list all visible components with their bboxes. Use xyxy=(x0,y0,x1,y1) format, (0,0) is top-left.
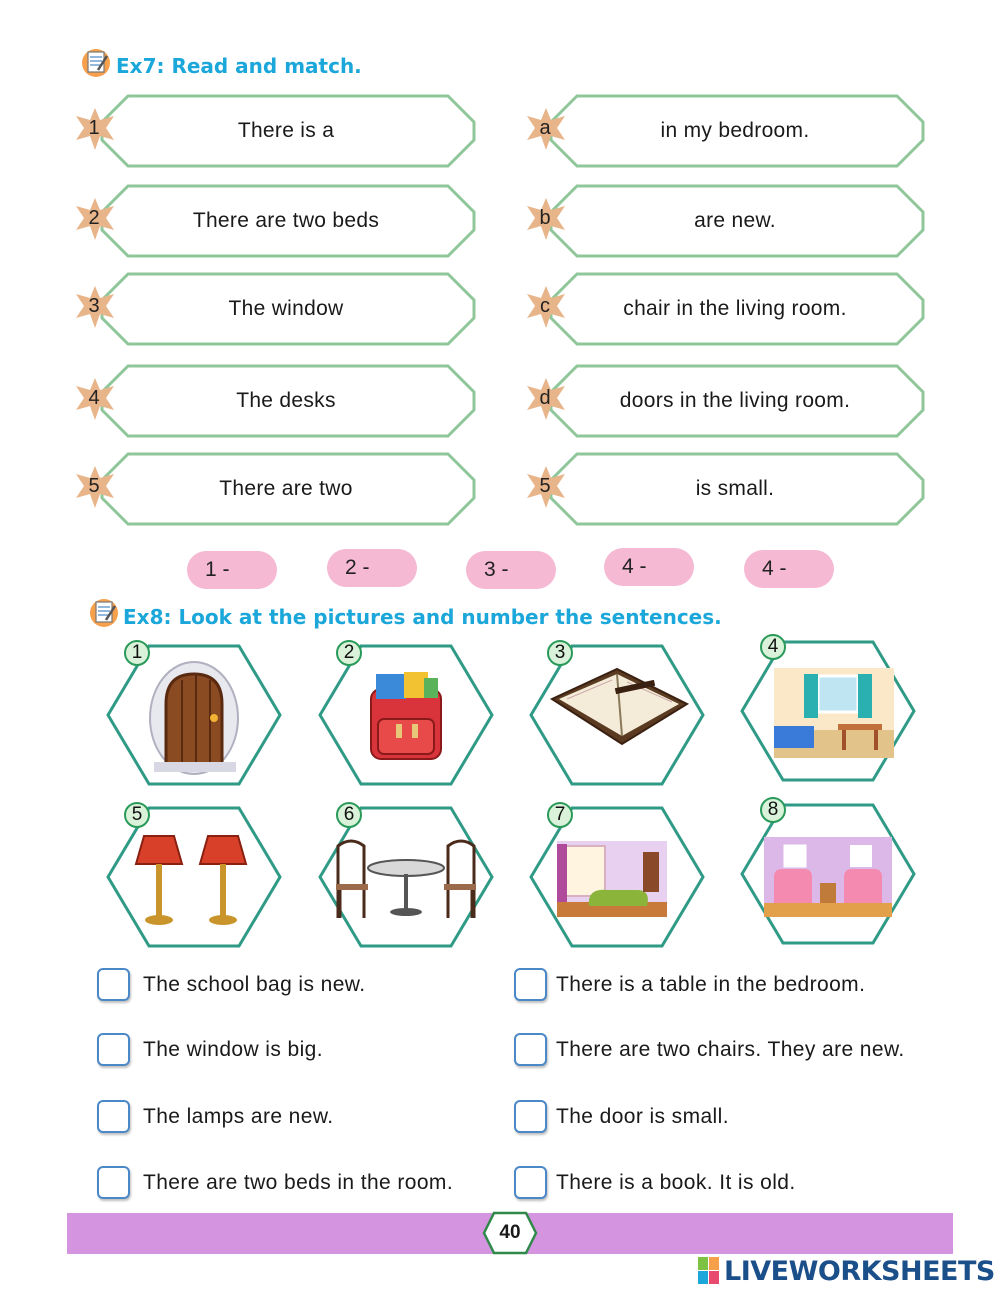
star-label: 4 xyxy=(88,386,100,409)
answer-pill-5[interactable] xyxy=(744,550,834,588)
star-label: b xyxy=(539,206,551,229)
answer-label: 2 - xyxy=(345,556,370,579)
sentence-left-1: The school bag is new. xyxy=(143,973,366,996)
star-label: 2 xyxy=(88,206,100,229)
picture-5 xyxy=(104,806,284,948)
picture-3 xyxy=(527,644,707,786)
match-text: are new. xyxy=(694,209,776,232)
answer-label: 3 - xyxy=(484,558,509,581)
letter-star-icon xyxy=(523,106,571,154)
picture-4 xyxy=(738,636,918,782)
match-box-left-1[interactable] xyxy=(96,94,476,168)
ex8-title: Ex8: Look at the pictures and number the sentences. xyxy=(123,605,722,629)
match-text: is small. xyxy=(695,477,775,500)
door-icon xyxy=(150,662,238,774)
page-number-badge xyxy=(482,1211,538,1255)
picture-number: 8 xyxy=(760,797,786,823)
number-checkbox-right-4[interactable] xyxy=(514,1166,547,1199)
match-box-left-4[interactable] xyxy=(96,364,476,438)
match-box-right-1[interactable] xyxy=(545,94,925,168)
picture-8 xyxy=(738,799,918,945)
match-text: The window xyxy=(228,297,344,320)
picture-number: 1 xyxy=(124,640,150,666)
sentence-right-1: There is a table in the bedroom. xyxy=(556,973,866,996)
number-checkbox-left-4[interactable] xyxy=(97,1166,130,1199)
notepad-icon xyxy=(80,46,110,76)
picture-number: 6 xyxy=(336,802,362,828)
answer-label: 4 - xyxy=(622,555,647,578)
match-box-left-2[interactable] xyxy=(96,184,476,258)
answer-label: 1 - xyxy=(205,558,230,581)
number-star-icon xyxy=(72,376,120,424)
page-number: 40 xyxy=(499,1222,521,1243)
number-checkbox-right-1[interactable] xyxy=(514,968,547,1001)
match-box-right-2[interactable] xyxy=(545,184,925,258)
sentence-left-4: There are two beds in the room. xyxy=(143,1171,454,1194)
match-text: There are two beds xyxy=(192,209,380,232)
number-star-icon xyxy=(72,106,120,154)
match-text: chair in the living room. xyxy=(623,297,847,320)
sentence-right-3: The door is small. xyxy=(556,1105,729,1128)
number-star-icon xyxy=(72,284,120,332)
answer-pill-1[interactable] xyxy=(187,551,277,589)
picture-number: 4 xyxy=(760,634,786,660)
match-text: There are two xyxy=(219,477,353,500)
sentence-left-2: The window is big. xyxy=(143,1038,323,1061)
match-box-right-3[interactable] xyxy=(545,272,925,346)
number-checkbox-left-2[interactable] xyxy=(97,1033,130,1066)
picture-6 xyxy=(316,806,496,948)
ex7-title: Ex7: Read and match. xyxy=(116,54,362,78)
liveworksheets-logo xyxy=(698,1256,995,1286)
match-text: There is a xyxy=(237,119,335,142)
star-label: d xyxy=(539,386,551,409)
live-badge-icon xyxy=(698,1257,720,1285)
bedroom-two-beds-icon xyxy=(764,837,892,917)
picture-1 xyxy=(104,644,284,786)
letter-star-icon xyxy=(523,376,571,424)
star-label: c xyxy=(540,294,550,317)
picture-7 xyxy=(527,806,707,948)
letter-star-icon xyxy=(523,196,571,244)
star-label: 5 xyxy=(539,474,551,497)
living-room-window-icon xyxy=(557,841,667,917)
picture-number: 7 xyxy=(547,802,573,828)
star-label: 1 xyxy=(88,116,100,139)
letter-star-icon xyxy=(523,464,571,512)
sentence-right-4: There is a book. It is old. xyxy=(556,1171,796,1194)
picture-number: 5 xyxy=(124,802,150,828)
star-label: a xyxy=(539,116,551,139)
star-label: 5 xyxy=(88,474,100,497)
sentence-left-3: The lamps are new. xyxy=(143,1105,334,1128)
number-checkbox-right-2[interactable] xyxy=(514,1033,547,1066)
match-box-left-3[interactable] xyxy=(96,272,476,346)
answer-pill-3[interactable] xyxy=(466,551,556,589)
letter-star-icon xyxy=(523,284,571,332)
match-box-right-4[interactable] xyxy=(545,364,925,438)
match-text: The desks xyxy=(236,389,336,412)
match-text: in my bedroom. xyxy=(660,119,810,142)
number-star-icon xyxy=(72,464,120,512)
answer-pill-2[interactable] xyxy=(327,549,417,587)
number-checkbox-right-3[interactable] xyxy=(514,1100,547,1133)
picture-number: 2 xyxy=(336,640,362,666)
match-text: doors in the living room. xyxy=(619,389,851,412)
number-checkbox-left-1[interactable] xyxy=(97,968,130,1001)
match-box-left-5[interactable] xyxy=(96,452,476,526)
answer-label: 4 - xyxy=(762,557,787,580)
answer-pill-4[interactable] xyxy=(604,548,694,586)
sentence-right-2: There are two chairs. They are new. xyxy=(556,1038,905,1061)
picture-number: 3 xyxy=(547,640,573,666)
match-box-right-5[interactable] xyxy=(545,452,925,526)
room-with-desk-icon xyxy=(774,668,894,758)
notepad-icon xyxy=(88,596,118,626)
star-label: 3 xyxy=(88,294,100,317)
school-bag-icon xyxy=(371,672,441,759)
picture-2 xyxy=(316,644,496,786)
number-star-icon xyxy=(72,196,120,244)
number-checkbox-left-3[interactable] xyxy=(97,1100,130,1133)
brand-name: LIVEWORKSHEETS xyxy=(724,1255,995,1287)
